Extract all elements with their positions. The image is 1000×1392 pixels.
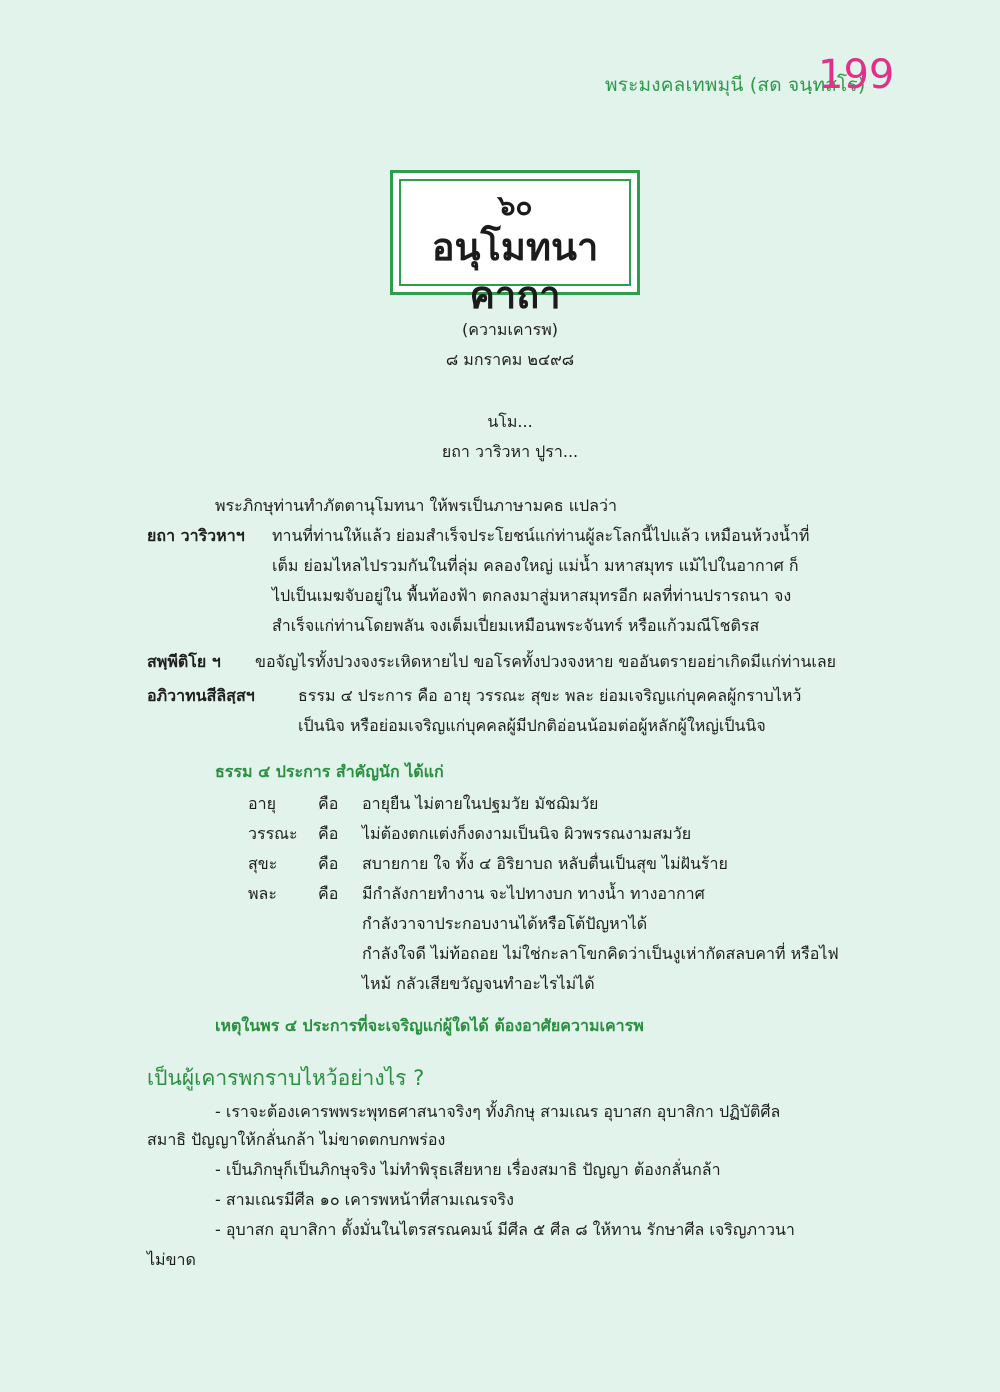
section-paragraph: สมาธิ ปัญญาให้กลั่นกล้า ไม่ขาดตกบกพร่อง <box>147 1130 446 1149</box>
abhivadana-line: ธรรม ๔ ประการ คือ อายุ วรรณะ สุขะ พละ ย่อมเจริญแก่บุคคลผู้กราบไหว้ <box>298 686 802 705</box>
dhamma-sep: คือ <box>318 824 339 843</box>
yatha-line: เต็ม ย่อมไหลไปรวมกันในที่ลุ่ม คลองใหญ่ แม่น้ำ มหาสมุทร แม้ไปในอากาศ ก็ <box>272 556 799 575</box>
chapter-title: อนุโมทนาคาถา <box>431 225 599 317</box>
dhamma4-heading: ธรรม ๔ ประการ สำคัญนัก ได้แก่ <box>215 762 444 781</box>
yatha-label: ยถา วาริวหาฯ <box>147 526 245 545</box>
dhamma-desc: มีกำลังกายทำงาน จะไปทางบก ทางน้ำ ทางอากาศ <box>362 884 705 903</box>
intro-paragraph: พระภิกษุท่านทำภัตตานุโมทนา ให้พรเป็นภาษามคธ แปลว่า <box>215 496 617 515</box>
dhamma-desc: สบายกาย ใจ ทั้ง ๔ อิริยาบถ หลับตื่นเป็นสุข ไม่ฝันร้าย <box>362 854 728 873</box>
dhamma-sep: คือ <box>318 884 339 903</box>
dhamma-desc: ไหม้ กลัวเสียขวัญจนทำอะไรไม่ได้ <box>362 974 595 993</box>
yatha-line: สำเร็จแก่ท่านโดยพลัน จงเต็มเปี่ยมเหมือนพระจันทร์ หรือแก้วมณีโชติรส <box>272 616 760 635</box>
dhamma-term: พละ <box>248 884 277 903</box>
dhamma-term: อายุ <box>248 794 276 813</box>
verse-line-2: ยถา วาริวหา ปูรา... <box>441 442 579 461</box>
chapter-number: ๖๐ <box>497 189 533 222</box>
chapter-topic: (ความเคารพ) <box>462 320 558 339</box>
section-heading: เป็นผู้เคารพกราบไหว้อย่างไร ? <box>147 1066 425 1090</box>
section-paragraph: - เราจะต้องเคารพพระพุทธศาสนาจริงๆ ทั้งภิกษุ สามเณร อุบาสก อุบาสิกา ปฏิบัติศีล <box>215 1102 781 1121</box>
section-paragraph: - สามเณรมีศีล ๑๐ เคารพหน้าที่สามเณรจริง <box>215 1190 514 1209</box>
dhamma-desc: กำลังใจดี ไม่ท้อถอย ไม่ใช่กะลาโขกคิดว่าเป็นงูเห่ากัดสลบคาที่ หรือไฟ <box>362 944 839 963</box>
yatha-line: ไปเป็นเมฆจับอยู่ใน พื้นท้องฟ้า ตกลงมาสู่มหาสมุทรอีก ผลที่ท่านปรารถนา จง <box>272 586 792 605</box>
abhivadana-line: เป็นนิจ หรือย่อมเจริญแก่บุคคลผู้มีปกติอ่อนน้อมต่อผู้หลักผู้ใหญ่เป็นนิจ <box>298 716 766 735</box>
verse-line-1: นโม... <box>487 412 533 431</box>
page-number: 199 <box>818 52 895 98</box>
abhivadana-label: อภิวาทนสีลิสฺสฯ <box>147 686 255 705</box>
dhamma-desc: กำลังวาจาประกอบงานได้หรือโต้ปัญหาได้ <box>362 914 648 933</box>
dhamma4-conclusion: เหตุในพร ๔ ประการที่จะเจริญแก่ผู้ใดได้ ต้องอาศัยความเคารพ <box>215 1016 644 1035</box>
chapter-title-box <box>390 170 640 317</box>
section-paragraph: - อุบาสก อุบาสิกา ตั้งมั่นในไตรสรณคมน์ มีศีล ๕ ศีล ๘ ให้ทาน รักษาศีล เจริญภาวนา <box>215 1220 795 1239</box>
dhamma-term: สุขะ <box>248 854 278 873</box>
section-paragraph: ไม่ขาด <box>147 1250 196 1269</box>
dhamma-term: วรรณะ <box>248 824 298 843</box>
chapter-title-inner-frame <box>399 179 631 317</box>
dhamma-desc: ไม่ต้องตกแต่งก็งดงามเป็นนิจ ผิวพรรณงามสมวัย <box>362 824 692 843</box>
sabbiti-label: สพฺพีติโย ฯ <box>147 652 221 671</box>
dhamma-desc: อายุยืน ไม่ตายในปฐมวัย มัชฌิมวัย <box>362 794 599 813</box>
sermon-date: ๘ มกราคม ๒๔๙๘ <box>445 350 575 369</box>
sabbiti-text: ขอจัญไรทั้งปวงจงระเหิดหายไป ขอโรคทั้งปวงจงหาย ขออันตรายอย่าเกิดมีแก่ท่านเลย <box>255 652 837 671</box>
section-paragraph: - เป็นภิกษุก็เป็นภิกษุจริง ไม่ทำพิรุธเสียหาย เรื่องสมาธิ ปัญญา ต้องกลั่นกล้า <box>215 1160 721 1179</box>
dhamma-sep: คือ <box>318 794 339 813</box>
yatha-line: ทานที่ท่านให้แล้ว ย่อมสำเร็จประโยชน์แก่ท่านผู้ละโลกนี้ไปแล้ว เหมือนห้วงน้ำที่ <box>272 526 810 545</box>
running-header-author: พระมงคลเทพมุนี (สด จนฺทสโร) <box>605 74 866 96</box>
dhamma-sep: คือ <box>318 854 339 873</box>
